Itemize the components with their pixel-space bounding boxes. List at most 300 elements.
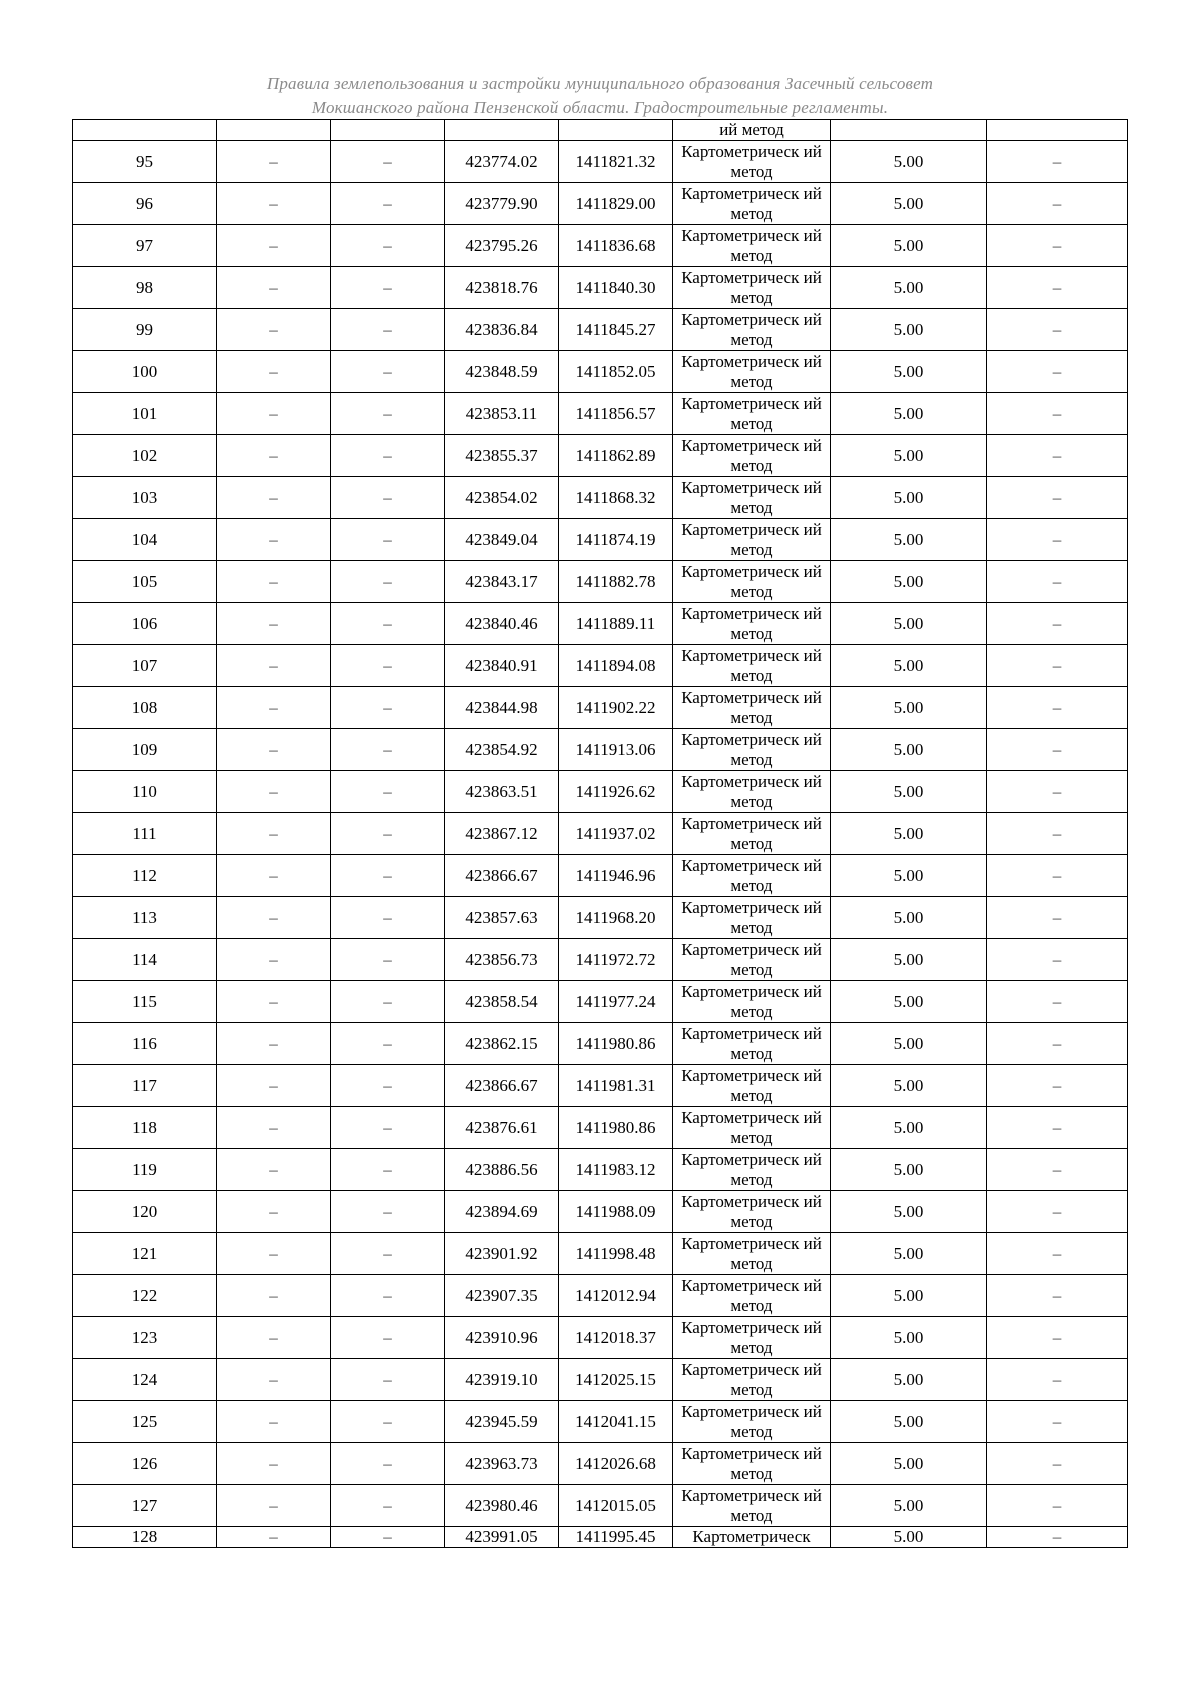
cell-x-coordinate: 423856.73	[445, 939, 559, 981]
cell-point-number: 104	[73, 519, 217, 561]
cell-dash: –	[217, 897, 331, 939]
cell-y-coordinate: 1411946.96	[559, 855, 673, 897]
cell-y-coordinate: 1411998.48	[559, 1233, 673, 1275]
cell-point-number: 115	[73, 981, 217, 1023]
table-row	[73, 771, 1128, 813]
cell-dash: –	[987, 603, 1128, 645]
cell-method: Картометрическ ий метод	[673, 519, 831, 561]
cell-dash: –	[987, 687, 1128, 729]
cell-x-coordinate: 423980.46	[445, 1485, 559, 1527]
cell-x-coordinate: 423848.59	[445, 351, 559, 393]
cell-dash: –	[331, 1317, 445, 1359]
cell-dash: –	[217, 309, 331, 351]
cell-precision: 5.00	[831, 435, 987, 477]
cell-point-number: 125	[73, 1401, 217, 1443]
cell-y-coordinate: 1412018.37	[559, 1317, 673, 1359]
cell-dash: –	[217, 1107, 331, 1149]
cell-dash: –	[987, 855, 1128, 897]
cell-x-coordinate: 423963.73	[445, 1443, 559, 1485]
cell-precision: 5.00	[831, 561, 987, 603]
cell-y-coordinate: 1411977.24	[559, 981, 673, 1023]
cell-y-coordinate: 1411968.20	[559, 897, 673, 939]
cell-y-coordinate: 1411862.89	[559, 435, 673, 477]
cell-precision: 5.00	[831, 519, 987, 561]
cell-x-coordinate: 423945.59	[445, 1401, 559, 1443]
cell-dash: –	[331, 1443, 445, 1485]
cell-precision: 5.00	[831, 393, 987, 435]
cell-y-coordinate: 1412012.94	[559, 1275, 673, 1317]
table-row	[73, 813, 1128, 855]
cell-precision: 5.00	[831, 1023, 987, 1065]
cell-x-coordinate: 423894.69	[445, 1191, 559, 1233]
cell-dash: –	[987, 981, 1128, 1023]
cell-x-coordinate: 423876.61	[445, 1107, 559, 1149]
table-row	[73, 561, 1128, 603]
cell-precision: 5.00	[831, 1275, 987, 1317]
cell	[831, 120, 987, 141]
table-row	[73, 225, 1128, 267]
cell-method: Картометрическ ий метод	[673, 225, 831, 267]
cell-method: ий метод	[673, 120, 831, 141]
cell-method: Картометрическ ий метод	[673, 1149, 831, 1191]
table-row	[73, 1149, 1128, 1191]
cell-x-coordinate: 423991.05	[445, 1527, 559, 1548]
cell-precision: 5.00	[831, 1065, 987, 1107]
cell-y-coordinate: 1411937.02	[559, 813, 673, 855]
cell-dash: –	[987, 771, 1128, 813]
cell-y-coordinate: 1411829.00	[559, 183, 673, 225]
cell-point-number: 112	[73, 855, 217, 897]
cell-dash: –	[987, 1233, 1128, 1275]
cell-dash: –	[217, 351, 331, 393]
cell-method: Картометрическ ий метод	[673, 1023, 831, 1065]
cell-precision: 5.00	[831, 1443, 987, 1485]
cell-dash: –	[331, 1275, 445, 1317]
cell-dash: –	[217, 981, 331, 1023]
cell-precision: 5.00	[831, 1233, 987, 1275]
cell-method: Картометрическ ий метод	[673, 393, 831, 435]
cell-point-number: 96	[73, 183, 217, 225]
cell-dash: –	[987, 561, 1128, 603]
cell-method: Картометрическ ий метод	[673, 813, 831, 855]
cell-dash: –	[987, 1443, 1128, 1485]
cell-precision: 5.00	[831, 183, 987, 225]
cell-x-coordinate: 423854.02	[445, 477, 559, 519]
cell-dash: –	[331, 1107, 445, 1149]
cell-point-number: 98	[73, 267, 217, 309]
table-row	[73, 729, 1128, 771]
cell-method: Картометрическ ий метод	[673, 897, 831, 939]
cell-x-coordinate: 423774.02	[445, 141, 559, 183]
cell-dash: –	[331, 435, 445, 477]
cell-dash: –	[987, 1401, 1128, 1443]
cell-dash: –	[987, 477, 1128, 519]
cell-precision: 5.00	[831, 141, 987, 183]
cell-point-number: 99	[73, 309, 217, 351]
cell-y-coordinate: 1411995.45	[559, 1527, 673, 1548]
cell-precision: 5.00	[831, 981, 987, 1023]
cell-x-coordinate: 423866.67	[445, 1065, 559, 1107]
cell-method: Картометрическ ий метод	[673, 645, 831, 687]
cell-x-coordinate: 423866.67	[445, 855, 559, 897]
cell-dash: –	[217, 393, 331, 435]
cell-precision: 5.00	[831, 267, 987, 309]
cell-x-coordinate: 423849.04	[445, 519, 559, 561]
cell-precision: 5.00	[831, 897, 987, 939]
cell-y-coordinate: 1411882.78	[559, 561, 673, 603]
cell-dash: –	[331, 309, 445, 351]
cell-dash: –	[331, 1065, 445, 1107]
cell-precision: 5.00	[831, 1401, 987, 1443]
cell-point-number: 124	[73, 1359, 217, 1401]
table-row	[73, 1023, 1128, 1065]
table-row	[73, 309, 1128, 351]
cell-dash: –	[987, 897, 1128, 939]
cell-point-number: 126	[73, 1443, 217, 1485]
table-row	[73, 477, 1128, 519]
cell-point-number: 103	[73, 477, 217, 519]
table-row	[73, 393, 1128, 435]
cell-x-coordinate: 423844.98	[445, 687, 559, 729]
cell-dash: –	[331, 981, 445, 1023]
cell-y-coordinate: 1411874.19	[559, 519, 673, 561]
cell-dash: –	[217, 435, 331, 477]
cell	[445, 120, 559, 141]
cell-dash: –	[987, 1149, 1128, 1191]
cell-dash: –	[987, 141, 1128, 183]
cell-dash: –	[987, 813, 1128, 855]
cell-y-coordinate: 1411980.86	[559, 1107, 673, 1149]
cell-method: Картометрическ ий метод	[673, 141, 831, 183]
cell-dash: –	[217, 813, 331, 855]
cell-dash: –	[217, 561, 331, 603]
cell-method: Картометрическ ий метод	[673, 561, 831, 603]
cell-y-coordinate: 1411972.72	[559, 939, 673, 981]
cell-point-number: 100	[73, 351, 217, 393]
cell-method: Картометрическ ий метод	[673, 603, 831, 645]
cell-dash: –	[217, 939, 331, 981]
cell	[987, 120, 1128, 141]
cell-dash: –	[217, 1233, 331, 1275]
cell-point-number: 123	[73, 1317, 217, 1359]
table-row	[73, 1485, 1128, 1527]
cell-point-number: 121	[73, 1233, 217, 1275]
cell-dash: –	[217, 1023, 331, 1065]
table-row	[73, 1527, 1128, 1548]
cell-dash: –	[987, 1023, 1128, 1065]
cell-method: Картометрическ ий метод	[673, 1065, 831, 1107]
cell-y-coordinate: 1412015.05	[559, 1485, 673, 1527]
cell-dash: –	[331, 183, 445, 225]
table-row	[73, 141, 1128, 183]
cell-x-coordinate: 423863.51	[445, 771, 559, 813]
cell-point-number: 109	[73, 729, 217, 771]
cell-method: Картометрическ ий метод	[673, 771, 831, 813]
cell-dash: –	[987, 1527, 1128, 1548]
cell-dash: –	[217, 729, 331, 771]
cell-dash: –	[217, 267, 331, 309]
cell-dash: –	[987, 351, 1128, 393]
cell-x-coordinate: 423919.10	[445, 1359, 559, 1401]
cell-y-coordinate: 1412025.15	[559, 1359, 673, 1401]
cell-dash: –	[987, 1191, 1128, 1233]
table-row	[73, 603, 1128, 645]
cell-x-coordinate: 423818.76	[445, 267, 559, 309]
cell-dash: –	[217, 183, 331, 225]
cell-y-coordinate: 1411821.32	[559, 141, 673, 183]
cell-dash: –	[331, 477, 445, 519]
cell-point-number: 102	[73, 435, 217, 477]
table-row	[73, 267, 1128, 309]
cell-precision: 5.00	[831, 729, 987, 771]
cell-x-coordinate: 423854.92	[445, 729, 559, 771]
cell-y-coordinate: 1412026.68	[559, 1443, 673, 1485]
cell-precision: 5.00	[831, 225, 987, 267]
table-row	[73, 1401, 1128, 1443]
cell-point-number: 107	[73, 645, 217, 687]
cell-precision: 5.00	[831, 939, 987, 981]
cell-y-coordinate: 1411836.68	[559, 225, 673, 267]
cell-point-number: 108	[73, 687, 217, 729]
cell-dash: –	[331, 519, 445, 561]
cell-precision: 5.00	[831, 813, 987, 855]
cell-method: Картометрическ ий метод	[673, 1317, 831, 1359]
cell-method: Картометрическ ий метод	[673, 1233, 831, 1275]
cell-method: Картометрическ ий метод	[673, 1275, 831, 1317]
cell-dash: –	[331, 939, 445, 981]
cell-dash: –	[987, 435, 1128, 477]
cell-precision: 5.00	[831, 1191, 987, 1233]
cell-dash: –	[331, 1233, 445, 1275]
table-row	[73, 1359, 1128, 1401]
table-row	[73, 1275, 1128, 1317]
cell-dash: –	[331, 561, 445, 603]
cell-dash: –	[987, 225, 1128, 267]
cell-x-coordinate: 423907.35	[445, 1275, 559, 1317]
table-row	[73, 183, 1128, 225]
cell-dash: –	[217, 141, 331, 183]
cell-x-coordinate: 423910.96	[445, 1317, 559, 1359]
header-line-1: Правила землепользования и застройки муниципального образования Засечный сельсовет	[266, 74, 934, 93]
cell-x-coordinate: 423853.11	[445, 393, 559, 435]
cell-precision: 5.00	[831, 855, 987, 897]
cell-point-number: 110	[73, 771, 217, 813]
table-row	[73, 687, 1128, 729]
table-row	[73, 351, 1128, 393]
cell-point-number: 114	[73, 939, 217, 981]
table-row	[73, 939, 1128, 981]
cell-dash: –	[331, 1401, 445, 1443]
cell-dash: –	[217, 687, 331, 729]
cell-dash: –	[217, 1527, 331, 1548]
cell-x-coordinate: 423840.46	[445, 603, 559, 645]
cell-x-coordinate: 423901.92	[445, 1233, 559, 1275]
cell-dash: –	[987, 729, 1128, 771]
cell-dash: –	[331, 1527, 445, 1548]
cell-point-number: 120	[73, 1191, 217, 1233]
cell-dash: –	[331, 1023, 445, 1065]
cell-x-coordinate: 423840.91	[445, 645, 559, 687]
cell-dash: –	[987, 267, 1128, 309]
cell-method: Картометрическ ий метод	[673, 1191, 831, 1233]
cell-point-number: 118	[73, 1107, 217, 1149]
cell-dash: –	[331, 1485, 445, 1527]
cell-y-coordinate: 1411980.86	[559, 1023, 673, 1065]
cell-dash: –	[987, 1065, 1128, 1107]
table-row	[73, 1107, 1128, 1149]
cell-method: Картометрическ ий метод	[673, 435, 831, 477]
cell-point-number: 95	[73, 141, 217, 183]
cell-dash: –	[217, 771, 331, 813]
cell-dash: –	[987, 939, 1128, 981]
cell-y-coordinate: 1411913.06	[559, 729, 673, 771]
cell-x-coordinate: 423862.15	[445, 1023, 559, 1065]
cell-dash: –	[331, 351, 445, 393]
cell-point-number: 97	[73, 225, 217, 267]
cell-precision: 5.00	[831, 309, 987, 351]
cell-dash: –	[987, 309, 1128, 351]
cell-point-number: 101	[73, 393, 217, 435]
cell-x-coordinate: 423857.63	[445, 897, 559, 939]
cell-dash: –	[987, 1359, 1128, 1401]
cell-precision: 5.00	[831, 477, 987, 519]
cell-y-coordinate: 1411845.27	[559, 309, 673, 351]
cell-method: Картометрическ ий метод	[673, 1443, 831, 1485]
cell-y-coordinate: 1411902.22	[559, 687, 673, 729]
cell-precision: 5.00	[831, 1149, 987, 1191]
table-row	[73, 897, 1128, 939]
cell-x-coordinate: 423779.90	[445, 183, 559, 225]
table-row	[73, 1191, 1128, 1233]
cell-dash: –	[987, 645, 1128, 687]
cell	[73, 120, 217, 141]
cell-y-coordinate: 1411840.30	[559, 267, 673, 309]
cell-method: Картометрическ ий метод	[673, 729, 831, 771]
cell-dash: –	[217, 603, 331, 645]
cell-precision: 5.00	[831, 351, 987, 393]
table-row	[73, 981, 1128, 1023]
cell-precision: 5.00	[831, 645, 987, 687]
cell-dash: –	[217, 1149, 331, 1191]
cell-point-number: 127	[73, 1485, 217, 1527]
cell-dash: –	[331, 645, 445, 687]
cell-method: Картометрическ ий метод	[673, 939, 831, 981]
cell-method: Картометрическ ий метод	[673, 267, 831, 309]
cell-precision: 5.00	[831, 1107, 987, 1149]
cell-x-coordinate: 423858.54	[445, 981, 559, 1023]
cell-method: Картометрическ ий метод	[673, 1107, 831, 1149]
cell-point-number: 128	[73, 1527, 217, 1548]
page-header	[0, 72, 1200, 120]
cell-dash: –	[331, 393, 445, 435]
cell-precision: 5.00	[831, 1317, 987, 1359]
table-row	[73, 855, 1128, 897]
cell	[559, 120, 673, 141]
cell-point-number: 111	[73, 813, 217, 855]
cell-dash: –	[987, 1107, 1128, 1149]
cell-dash: –	[331, 897, 445, 939]
cell-precision: 5.00	[831, 687, 987, 729]
cell-dash: –	[217, 1317, 331, 1359]
cell-x-coordinate: 423855.37	[445, 435, 559, 477]
cell-dash: –	[987, 1485, 1128, 1527]
cell-dash: –	[217, 1485, 331, 1527]
cell-method: Картометрическ ий метод	[673, 309, 831, 351]
cell-point-number: 117	[73, 1065, 217, 1107]
table-row	[73, 435, 1128, 477]
cell-y-coordinate: 1411983.12	[559, 1149, 673, 1191]
cell-dash: –	[987, 1317, 1128, 1359]
cell-dash: –	[331, 267, 445, 309]
cell-dash: –	[987, 183, 1128, 225]
table-row	[73, 519, 1128, 561]
cell-y-coordinate: 1411856.57	[559, 393, 673, 435]
cell-y-coordinate: 1411852.05	[559, 351, 673, 393]
cell-dash: –	[217, 1359, 331, 1401]
cell-dash: –	[217, 519, 331, 561]
cell-y-coordinate: 1411889.11	[559, 603, 673, 645]
cell-precision: 5.00	[831, 771, 987, 813]
table-row	[73, 1317, 1128, 1359]
cell-x-coordinate: 423843.17	[445, 561, 559, 603]
cell-dash: –	[217, 1275, 331, 1317]
cell-dash: –	[331, 603, 445, 645]
cell-dash: –	[217, 225, 331, 267]
cell-point-number: 113	[73, 897, 217, 939]
coordinates-table	[72, 119, 1128, 1548]
cell-dash: –	[331, 1359, 445, 1401]
cell-dash: –	[217, 855, 331, 897]
cell-dash: –	[217, 1065, 331, 1107]
table-row	[73, 645, 1128, 687]
cell-y-coordinate: 1411868.32	[559, 477, 673, 519]
cell-y-coordinate: 1411981.31	[559, 1065, 673, 1107]
table-row-continuation	[73, 120, 1128, 141]
cell-method: Картометрическ ий метод	[673, 1401, 831, 1443]
cell-method: Картометрическ ий метод	[673, 477, 831, 519]
cell-point-number: 116	[73, 1023, 217, 1065]
cell-method: Картометрическ	[673, 1527, 831, 1548]
header-line-2: Мокшанского района Пензенской области. Градостроительные регламенты.	[311, 98, 889, 117]
cell-method: Картометрическ ий метод	[673, 351, 831, 393]
cell-dash: –	[331, 1191, 445, 1233]
cell-point-number: 119	[73, 1149, 217, 1191]
cell-dash: –	[987, 1275, 1128, 1317]
cell-x-coordinate: 423795.26	[445, 225, 559, 267]
cell-method: Картометрическ ий метод	[673, 981, 831, 1023]
table-row	[73, 1233, 1128, 1275]
cell-method: Картометрическ ий метод	[673, 687, 831, 729]
cell-dash: –	[217, 645, 331, 687]
cell	[331, 120, 445, 141]
cell-dash: –	[217, 1191, 331, 1233]
cell-dash: –	[331, 225, 445, 267]
cell-y-coordinate: 1411926.62	[559, 771, 673, 813]
cell-dash: –	[217, 1443, 331, 1485]
cell-dash: –	[987, 519, 1128, 561]
cell-x-coordinate: 423836.84	[445, 309, 559, 351]
cell-dash: –	[331, 141, 445, 183]
cell-method: Картометрическ ий метод	[673, 1359, 831, 1401]
cell-precision: 5.00	[831, 1359, 987, 1401]
cell-dash: –	[331, 771, 445, 813]
cell-point-number: 122	[73, 1275, 217, 1317]
cell-dash: –	[987, 393, 1128, 435]
cell-dash: –	[331, 855, 445, 897]
table-row	[73, 1065, 1128, 1107]
cell-method: Картометрическ ий метод	[673, 855, 831, 897]
cell-point-number: 106	[73, 603, 217, 645]
